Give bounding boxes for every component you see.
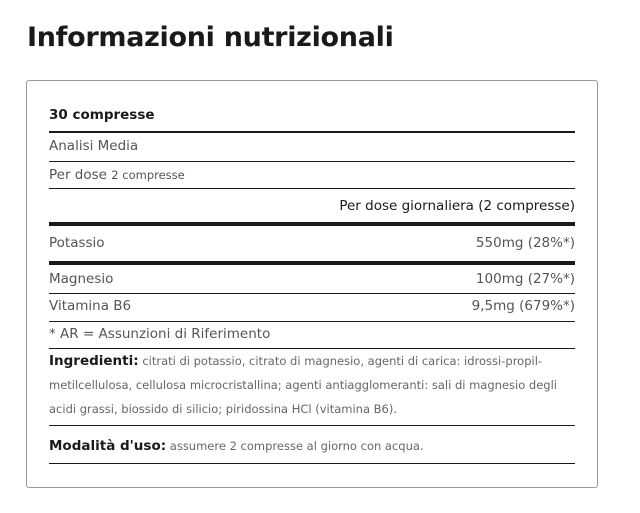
table-row xyxy=(49,298,575,318)
dose-label: Per dose 2 compresse xyxy=(49,167,185,183)
ingredients-text: citrati di potassio, citrato di magnesio, agenti di carica: idrossi-propil-metilcellulosa, cellulosa microcristallina; agenti antiagglomeranti: sali di magnesio degli acidi grassi, biossido di silicio; piridossina HCl (vitamina B6). xyxy=(49,354,557,416)
nutrient-name: Vitamina B6 xyxy=(49,298,132,314)
divider-heavy xyxy=(49,261,575,265)
dose-row xyxy=(49,167,575,187)
column-header-row xyxy=(49,198,575,218)
divider xyxy=(49,321,575,322)
divider xyxy=(49,293,575,294)
footnote: * AR = Assunzioni di Riferimento xyxy=(49,326,271,342)
table-row xyxy=(49,235,575,255)
ingredients-section xyxy=(49,349,575,421)
analysis-row xyxy=(49,138,575,158)
analysis-label: Analisi Media xyxy=(49,138,139,154)
divider xyxy=(49,463,575,464)
column-header: Per dose giornaliera (2 compresse) xyxy=(339,198,575,214)
divider xyxy=(49,188,575,189)
nutrient-name: Magnesio xyxy=(49,271,114,287)
divider xyxy=(49,161,575,162)
usage-section xyxy=(49,434,575,458)
tablet-count: 30 compresse xyxy=(49,107,155,123)
page-title: Informazioni nutrizionali xyxy=(27,22,394,53)
ingredients-label: Ingredienti: xyxy=(49,353,139,369)
nutrient-name: Potassio xyxy=(49,235,105,251)
divider-heavy xyxy=(49,222,575,226)
usage-label: Modalità d'uso: xyxy=(49,438,167,454)
table-header-row xyxy=(49,107,575,127)
nutrient-value: 100mg (27%*) xyxy=(475,271,575,287)
divider xyxy=(49,425,575,426)
footnote-row xyxy=(49,326,575,346)
usage-text: assumere 2 compresse al giorno con acqua. xyxy=(169,439,424,453)
nutrition-panel xyxy=(26,80,598,488)
divider-thick xyxy=(49,131,575,133)
nutrient-value: 550mg (28%*) xyxy=(475,235,575,251)
dose-value: 2 compresse xyxy=(111,168,185,182)
table-row xyxy=(49,271,575,291)
nutrient-value: 9,5mg (679%*) xyxy=(471,298,575,314)
